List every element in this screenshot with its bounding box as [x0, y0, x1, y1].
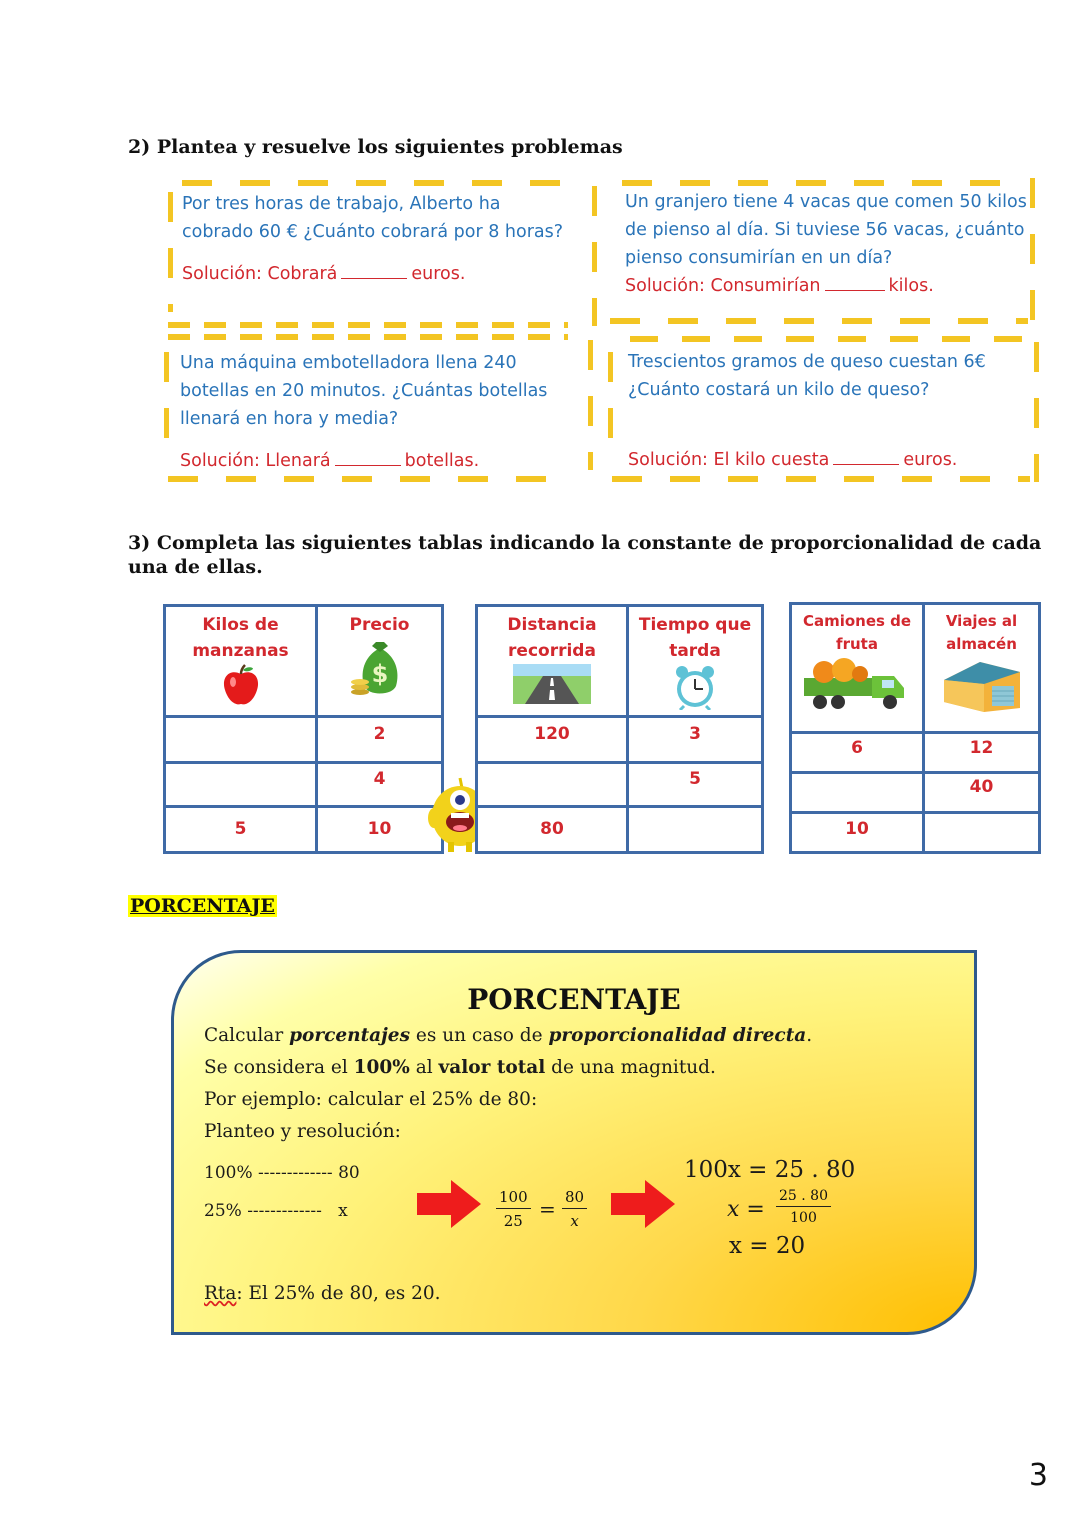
answer-blank[interactable] — [341, 278, 407, 279]
equation-step-1: 100x = 25 . 80 — [684, 1157, 856, 1183]
problem-text: ¿Cuánto costará un kilo de queso? — [628, 380, 930, 400]
problem-text: Trescientos gramos de queso cuestan 6€ — [628, 352, 986, 372]
table-header-cell — [629, 607, 761, 718]
problem-text: Por tres horas de trabajo, Alberto ha — [182, 194, 501, 214]
answer-blank[interactable] — [335, 465, 401, 466]
info-line-1 — [204, 1025, 812, 1046]
table-cell[interactable]: 120 — [478, 718, 629, 764]
money-bag-icon — [348, 638, 412, 700]
solution-prefix: Solución: El kilo cuesta — [628, 450, 830, 470]
answer-line — [204, 1283, 441, 1304]
table-cell[interactable]: 4 — [318, 764, 441, 808]
fraction-denominator: 25 — [503, 1212, 523, 1230]
solution-prefix: Solución: Llenará — [180, 451, 331, 471]
section-3-title-line: 3) Completa las siguientes tablas indicando la constante de proporcionalidad de cada — [128, 532, 1042, 554]
dash-border — [168, 334, 568, 340]
header-text: manzanas — [192, 641, 289, 661]
problem-3 — [180, 349, 547, 475]
road-icon — [513, 664, 591, 704]
alarm-clock-icon — [672, 664, 718, 710]
header-text: fruta — [836, 635, 878, 653]
proportion-table-distance — [475, 604, 764, 854]
text-span: . — [806, 1025, 813, 1046]
solution-suffix: kilos. — [888, 276, 934, 296]
text-span: al — [409, 1057, 439, 1078]
fraction-step-2 — [776, 1188, 831, 1226]
header-text: Camiones de — [802, 612, 912, 630]
problem-solution — [625, 272, 1027, 300]
table-cell[interactable] — [792, 774, 925, 814]
table-cell[interactable] — [478, 764, 629, 808]
table-cell[interactable]: 2 — [318, 718, 441, 764]
header-text: almacén — [946, 635, 1017, 653]
text-span: de una magnitud. — [545, 1057, 716, 1078]
text-span: valor total — [438, 1057, 546, 1078]
table-cell[interactable] — [166, 764, 318, 808]
warehouse-icon — [940, 656, 1024, 714]
section-3-title-line: una de ellas. — [128, 556, 263, 578]
right-arrow-icon — [611, 1180, 675, 1228]
proportion-table-apples — [163, 604, 444, 854]
table-cell[interactable]: 5 — [629, 764, 761, 808]
svg-text:$: $ — [371, 660, 388, 688]
fraction-80-x — [562, 1188, 587, 1230]
dash-border — [182, 180, 577, 186]
table-cell[interactable]: 5 — [166, 808, 318, 851]
text-span: Calcular — [204, 1025, 290, 1046]
dash-border — [630, 336, 1030, 342]
section-2-title: 2) Plantea y resuelve los siguientes problemas — [128, 136, 623, 158]
table-cell[interactable] — [925, 814, 1038, 851]
table-cell[interactable]: 40 — [925, 774, 1038, 814]
equals-sign: = — [539, 1197, 556, 1221]
problem-text: botellas en 20 minutos. ¿Cuántas botellas — [180, 381, 548, 401]
header-text: tarda — [669, 641, 721, 661]
fraction-100-25 — [496, 1188, 531, 1230]
fraction-denominator: x — [570, 1212, 579, 1230]
fraction-numerator: 80 — [562, 1188, 587, 1209]
dash-border — [622, 180, 1027, 186]
header-text: Precio — [349, 615, 410, 635]
dash-border — [1030, 178, 1035, 326]
dash-border — [1034, 342, 1039, 482]
table-cell[interactable]: 3 — [629, 718, 761, 764]
problem-text: Una máquina embotelladora llena 240 — [180, 353, 517, 373]
answer-blank[interactable] — [833, 464, 899, 465]
text-span: 100% — [353, 1057, 410, 1078]
info-line-2 — [204, 1057, 716, 1078]
solution-prefix: Solución: Cobrará — [182, 264, 338, 284]
fruit-truck-icon — [802, 656, 912, 712]
problem-text: de pienso al día. Si tuviese 56 vacas, ¿cuánto — [625, 220, 1025, 240]
apple-icon — [219, 664, 263, 708]
solution-suffix: euros. — [903, 450, 958, 470]
table-cell[interactable]: 12 — [925, 734, 1038, 774]
dash-border — [612, 476, 1030, 482]
right-arrow-icon — [417, 1180, 481, 1228]
dash-border — [168, 192, 173, 312]
dash-border — [608, 352, 613, 462]
problem-2 — [625, 188, 1027, 300]
text-span: Se considera el — [204, 1057, 354, 1078]
dash-border — [592, 186, 597, 326]
proportion-table-trucks — [789, 602, 1041, 854]
header-text: recorrida — [508, 641, 596, 661]
dash-border — [168, 476, 573, 482]
info-line-3: Por ejemplo: calcular el 25% de 80: — [204, 1089, 538, 1110]
problem-text: Un granjero tiene 4 vacas que comen 50 kilos — [625, 192, 1027, 212]
table-cell[interactable]: 6 — [792, 734, 925, 774]
info-box-title: PORCENTAJE — [467, 983, 681, 1016]
dash-border — [164, 352, 169, 462]
table-cell[interactable]: 10 — [367, 819, 392, 839]
solution-suffix: botellas. — [404, 451, 480, 471]
solution-prefix: Solución: Consumirían — [625, 276, 821, 296]
problems-panel — [160, 172, 1048, 496]
text-span: es un caso de — [409, 1025, 549, 1046]
dash-border — [588, 340, 593, 470]
header-text: Viajes al — [945, 612, 1018, 630]
page-number: 3 — [1028, 1458, 1048, 1493]
problem-text: cobrado 60 € ¿Cuánto cobrará por 8 horas? — [182, 222, 564, 242]
header-text: Tiempo que — [638, 615, 752, 635]
problem-solution — [628, 446, 986, 474]
table-header-cell — [318, 607, 441, 718]
fraction-numerator: 100 — [496, 1188, 531, 1209]
table-cell[interactable] — [166, 718, 318, 764]
fraction-numerator: 25 . 80 — [776, 1188, 831, 1207]
table-cell[interactable]: 10 — [792, 814, 925, 851]
dash-border — [168, 322, 568, 328]
table-header-cell — [166, 607, 318, 718]
header-text: Kilos de — [202, 615, 279, 635]
problem-solution — [180, 447, 547, 475]
rule-of-three-line-1: 100% ------------- 80 — [204, 1163, 360, 1183]
table-header-cell — [478, 607, 629, 718]
problem-text: llenará en hora y media? — [180, 409, 399, 429]
text-span: proporcionalidad directa — [548, 1025, 807, 1046]
porcentaje-heading: PORCENTAJE — [130, 895, 275, 917]
solution-suffix: euros. — [411, 264, 466, 284]
text-span: porcentajes — [289, 1025, 410, 1046]
table-cell[interactable] — [629, 808, 761, 851]
equation-step-2-lhs: x = — [727, 1197, 765, 1222]
answer-label: Rta — [204, 1283, 237, 1304]
rule-of-three-line-2: 25% ------------- x — [204, 1201, 348, 1221]
answer-blank[interactable] — [825, 290, 885, 291]
section-3-title — [128, 531, 1041, 579]
dash-border — [610, 318, 1028, 324]
problem-4 — [628, 348, 986, 474]
equation-step-3: x = 20 — [729, 1233, 806, 1259]
info-line-4: Planteo y resolución: — [204, 1121, 401, 1142]
porcentaje-info-box — [171, 950, 977, 1335]
table-header-cell — [792, 605, 925, 734]
header-text: Distancia — [507, 615, 597, 635]
table-cell[interactable]: 80 — [478, 808, 629, 851]
problem-1 — [182, 190, 563, 288]
problem-text: pienso consumirían en un día? — [625, 248, 893, 268]
table-header-cell — [925, 605, 1038, 734]
fraction-denominator: 100 — [790, 1210, 817, 1226]
answer-text: : El 25% de 80, es 20. — [236, 1283, 441, 1304]
problem-solution — [182, 260, 563, 288]
